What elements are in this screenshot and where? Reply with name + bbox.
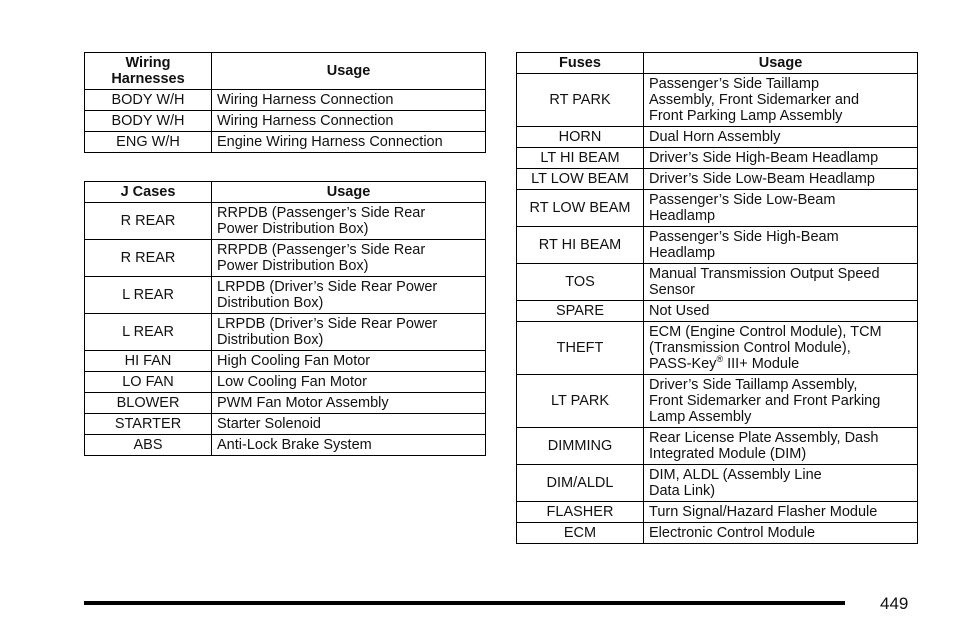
table-row [517, 190, 918, 227]
table-cell-usage: Driver’s Side High-Beam Headlamp [644, 148, 918, 169]
table-cell-code: THEFT [517, 322, 644, 375]
table-cell-code: RT PARK [517, 74, 644, 127]
table-row [517, 523, 918, 544]
table-cell-code: LT LOW BEAM [517, 169, 644, 190]
table-cell-usage: Passenger’s Side Low-Beam Headlamp [644, 190, 918, 227]
table-row [517, 227, 918, 264]
table-row [85, 393, 486, 414]
table-row [85, 203, 486, 240]
table-cell-code: DIM/ALDL [517, 465, 644, 502]
column-header-usage: Usage [212, 182, 486, 203]
table-cell-usage: Dual Horn Assembly [644, 127, 918, 148]
table-cell-code: ENG W/H [85, 132, 212, 153]
table-cell-code: FLASHER [517, 502, 644, 523]
table-row [85, 435, 486, 456]
table-row [517, 502, 918, 523]
table-cell-code: ABS [85, 435, 212, 456]
table-row [517, 74, 918, 127]
table-cell-usage: Wiring Harness Connection [212, 90, 486, 111]
table-row [85, 351, 486, 372]
table-cell-code: RT HI BEAM [517, 227, 644, 264]
table-cell-usage: DIM, ALDL (Assembly Line Data Link) [644, 465, 918, 502]
table-cell-code: HI FAN [85, 351, 212, 372]
page-number: 449 [880, 594, 909, 613]
table-cell-code: DIMMING [517, 428, 644, 465]
table-row [85, 132, 486, 153]
table-row [85, 90, 486, 111]
table-cell-usage: Low Cooling Fan Motor [212, 372, 486, 393]
table-cell-code: L REAR [85, 314, 212, 351]
table-row [517, 322, 918, 375]
table-cell-code: TOS [517, 264, 644, 301]
footer-rule [84, 601, 845, 605]
table-cell-code: ECM [517, 523, 644, 544]
table-row [517, 375, 918, 428]
table-cell-usage: Passenger’s Side High-Beam Headlamp [644, 227, 918, 264]
table-cell-usage: LRPDB (Driver’s Side Rear Power Distribution Box) [212, 277, 486, 314]
table-cell-code: BLOWER [85, 393, 212, 414]
table-header-row [517, 53, 918, 74]
table-cell-code: R REAR [85, 203, 212, 240]
table-cell-usage: PWM Fan Motor Assembly [212, 393, 486, 414]
table-header-row [85, 182, 486, 203]
table-row [517, 264, 918, 301]
table-cell-code: SPARE [517, 301, 644, 322]
table-cell-code: RT LOW BEAM [517, 190, 644, 227]
table-row [517, 465, 918, 502]
table-cell-usage: Passenger’s Side Taillamp Assembly, Front Sidemarker and Front Parking Lamp Assembly [644, 74, 918, 127]
table-cell-usage: RRPDB (Passenger’s Side Rear Power Distribution Box) [212, 240, 486, 277]
table-cell-code: L REAR [85, 277, 212, 314]
table-cell-usage: Manual Transmission Output Speed Sensor [644, 264, 918, 301]
table-cell-code: LT HI BEAM [517, 148, 644, 169]
table-cell-usage: Rear License Plate Assembly, Dash Integrated Module (DIM) [644, 428, 918, 465]
column-header-usage: Usage [644, 53, 918, 74]
column-header-usage: Usage [212, 53, 486, 90]
table-row [85, 277, 486, 314]
table-cell-usage: Driver’s Side Low-Beam Headlamp [644, 169, 918, 190]
table-cell-code: STARTER [85, 414, 212, 435]
table-row [85, 414, 486, 435]
table-cell-usage: High Cooling Fan Motor [212, 351, 486, 372]
table-row [85, 314, 486, 351]
table-cell-usage: Engine Wiring Harness Connection [212, 132, 486, 153]
table-cell-usage: Driver’s Side Taillamp Assembly, Front Sidemarker and Front Parking Lamp Assembly [644, 375, 918, 428]
table-row [517, 301, 918, 322]
table-cell-usage: Anti-Lock Brake System [212, 435, 486, 456]
table-header-row [85, 53, 486, 90]
table-cell-usage: ECM (Engine Control Module), TCM (Transmission Control Module), PASS-Key® III+ Module [644, 322, 918, 375]
table-row [85, 372, 486, 393]
table-cell-code: LO FAN [85, 372, 212, 393]
table-cell-usage: Electronic Control Module [644, 523, 918, 544]
table-row [517, 428, 918, 465]
column-header-fuses: Fuses [517, 53, 644, 74]
column-header-wiring-harnesses: Wiring Harnesses [85, 53, 212, 90]
column-header-j-cases: J Cases [85, 182, 212, 203]
table-cell-usage: Wiring Harness Connection [212, 111, 486, 132]
table-cell-code: BODY W/H [85, 90, 212, 111]
table-cell-usage: Not Used [644, 301, 918, 322]
table-row [85, 111, 486, 132]
j-cases-table [84, 181, 486, 456]
table-row [517, 148, 918, 169]
wiring-harnesses-table [84, 52, 486, 153]
table-cell-code: R REAR [85, 240, 212, 277]
table-cell-code: LT PARK [517, 375, 644, 428]
table-cell-usage: LRPDB (Driver’s Side Rear Power Distribution Box) [212, 314, 486, 351]
table-cell-code: HORN [517, 127, 644, 148]
table-cell-usage: Turn Signal/Hazard Flasher Module [644, 502, 918, 523]
fuses-table [516, 52, 918, 544]
table-cell-usage: Starter Solenoid [212, 414, 486, 435]
table-cell-usage: RRPDB (Passenger’s Side Rear Power Distribution Box) [212, 203, 486, 240]
table-row [517, 127, 918, 148]
table-cell-code: BODY W/H [85, 111, 212, 132]
table-row [85, 240, 486, 277]
table-row [517, 169, 918, 190]
